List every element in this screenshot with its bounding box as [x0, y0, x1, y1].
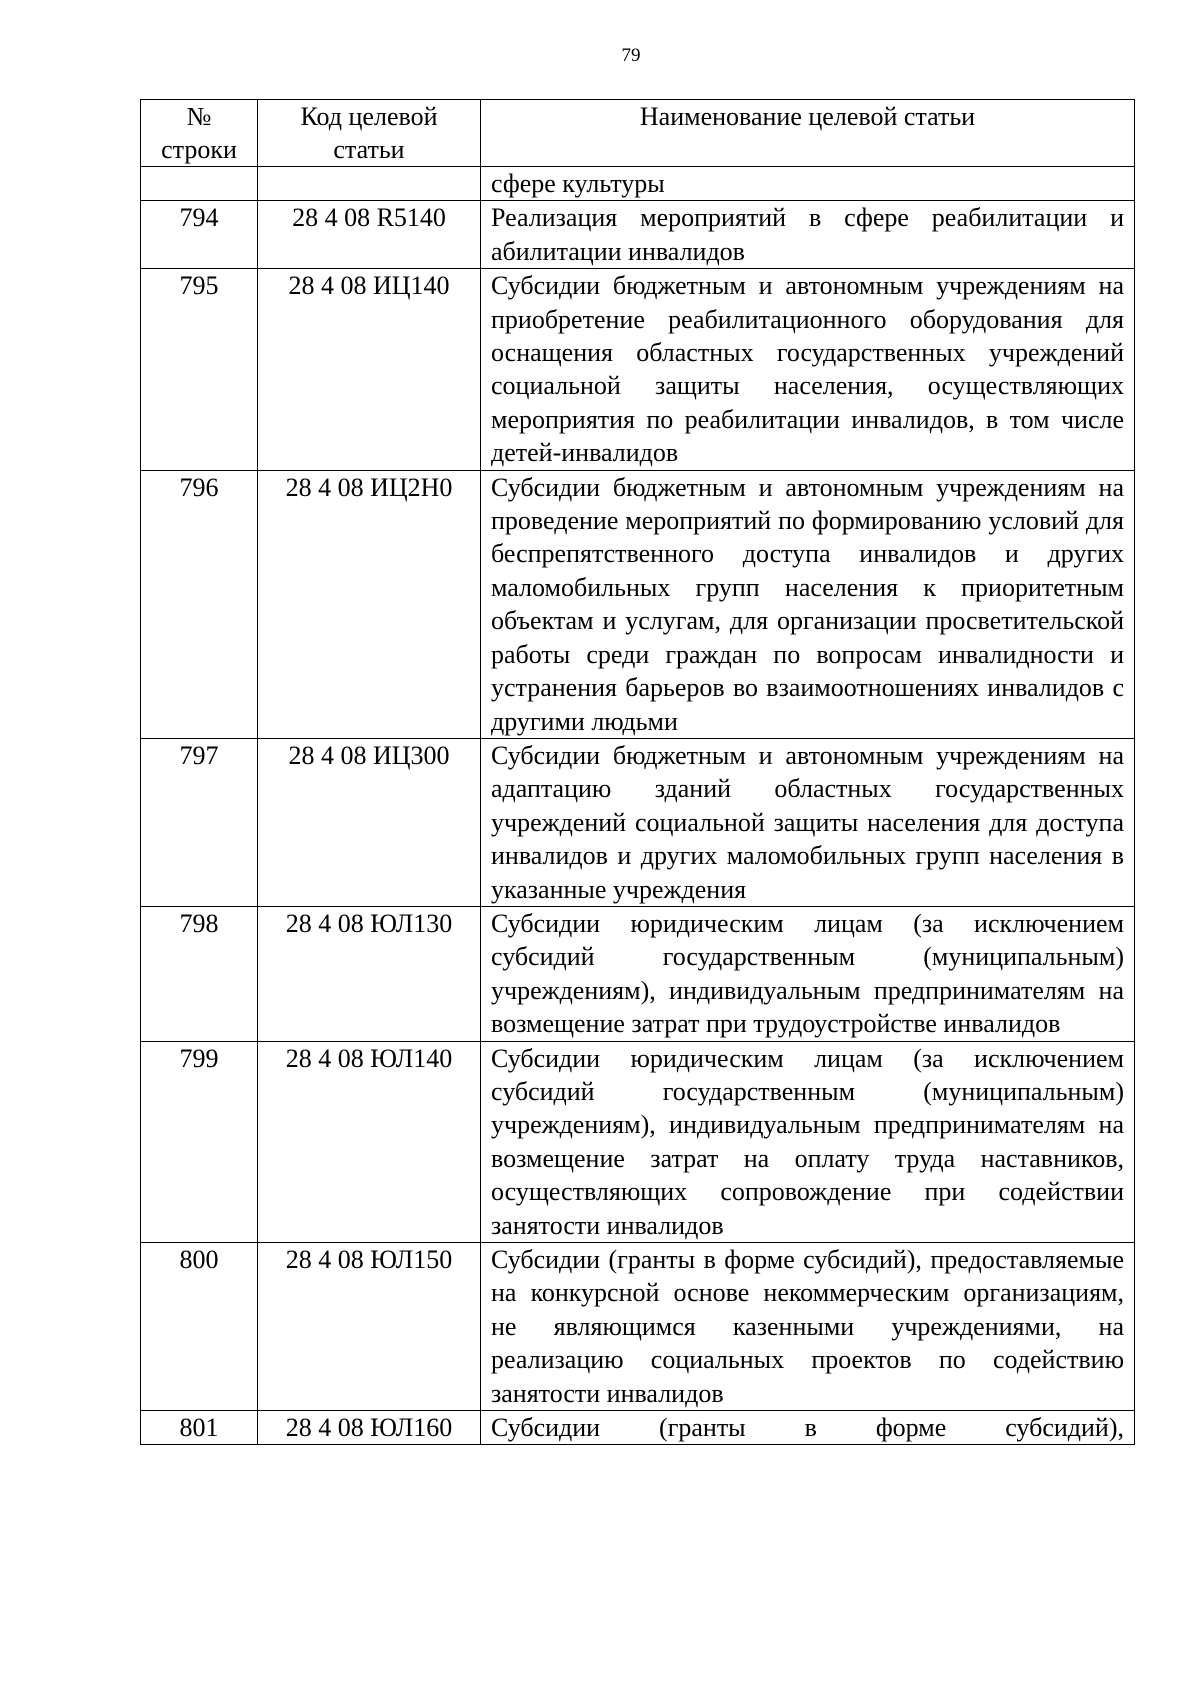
article-name: Субсидии (гранты в форме субсидий), [481, 1411, 1135, 1445]
table-header [141, 100, 1135, 167]
row-number: 798 [141, 906, 258, 1041]
header-article-code: Код целевой статьи [258, 100, 481, 167]
row-number: 799 [141, 1041, 258, 1242]
article-name: Субсидии бюджетным и автономным учреждениям на приобретение реабилитационного оборудования для оснащения областных государственных учреждений социальной защиты населения, осуществляющих мероприятия по реабилитации инвалидов, в том числе детей-инвалидов [481, 269, 1135, 470]
article-code: 28 4 08 ИЦ140 [258, 269, 481, 470]
table-body [141, 167, 1135, 1445]
article-name: Субсидии бюджетным и автономным учреждениям на проведение мероприятий по формированию условий для беспрепятственного доступа инвалидов и других маломобильных групп населения к приоритетным объектам и услугам, для организации просветительской работы среди граждан по вопросам инвалидности и устранения барьеров во взаимоотношениях инвалидов с другими людьми [481, 470, 1135, 738]
article-code: 28 4 08 ЮЛ160 [258, 1411, 481, 1445]
row-number: 797 [141, 738, 258, 906]
article-code: 28 4 08 ЮЛ150 [258, 1243, 481, 1411]
target-articles-table [140, 99, 1135, 1445]
article-name: Реализация мероприятий в сфере реабилитации и абилитации инвалидов [481, 201, 1135, 269]
table-row [141, 1041, 1135, 1242]
row-number: 796 [141, 470, 258, 738]
table-row [141, 167, 1135, 201]
article-code [258, 167, 481, 201]
article-name: Субсидии бюджетным и автономным учреждениям на адаптацию зданий областных государственных учреждений социальной защиты населения для доступа инвалидов и других маломобильных групп населения в указанные учреждения [481, 738, 1135, 906]
article-name: Субсидии юридическим лицам (за исключением субсидий государственным (муниципальным) учреждениям), индивидуальным предпринимателям на возмещение затрат при трудоустройстве инвалидов [481, 906, 1135, 1041]
article-name: Субсидии (гранты в форме субсидий), предоставляемые на конкурсной основе некоммерческим организациям, не являющимся казенными учреждениями, на реализацию социальных проектов по содействию занятости инвалидов [481, 1243, 1135, 1411]
row-number: 795 [141, 269, 258, 470]
header-article-name: Наименование целевой статьи [481, 100, 1135, 167]
row-number: 801 [141, 1411, 258, 1445]
row-number [141, 167, 258, 201]
article-name: Субсидии юридическим лицам (за исключением субсидий государственным (муниципальным) учреждениям), индивидуальным предпринимателям на возмещение затрат на оплату труда наставников, осуществляющих сопровождение при содействии занятости инвалидов [481, 1041, 1135, 1242]
row-number: 800 [141, 1243, 258, 1411]
article-code: 28 4 08 ИЦ2Н0 [258, 470, 481, 738]
table-header-row [141, 100, 1135, 167]
article-code: 28 4 08 ЮЛ140 [258, 1041, 481, 1242]
article-code: 28 4 08 ЮЛ130 [258, 906, 481, 1041]
row-number: 794 [141, 201, 258, 269]
table-row [141, 201, 1135, 269]
table-row [141, 470, 1135, 738]
table-row [141, 269, 1135, 470]
article-name: сфере культуры [481, 167, 1135, 201]
table-row [141, 1411, 1135, 1445]
page-number: 79 [621, 45, 641, 66]
table-row [141, 906, 1135, 1041]
table-row [141, 1243, 1135, 1411]
table-row [141, 738, 1135, 906]
header-row-number: № строки [141, 100, 258, 167]
article-code: 28 4 08 ИЦ300 [258, 738, 481, 906]
article-code: 28 4 08 R5140 [258, 201, 481, 269]
